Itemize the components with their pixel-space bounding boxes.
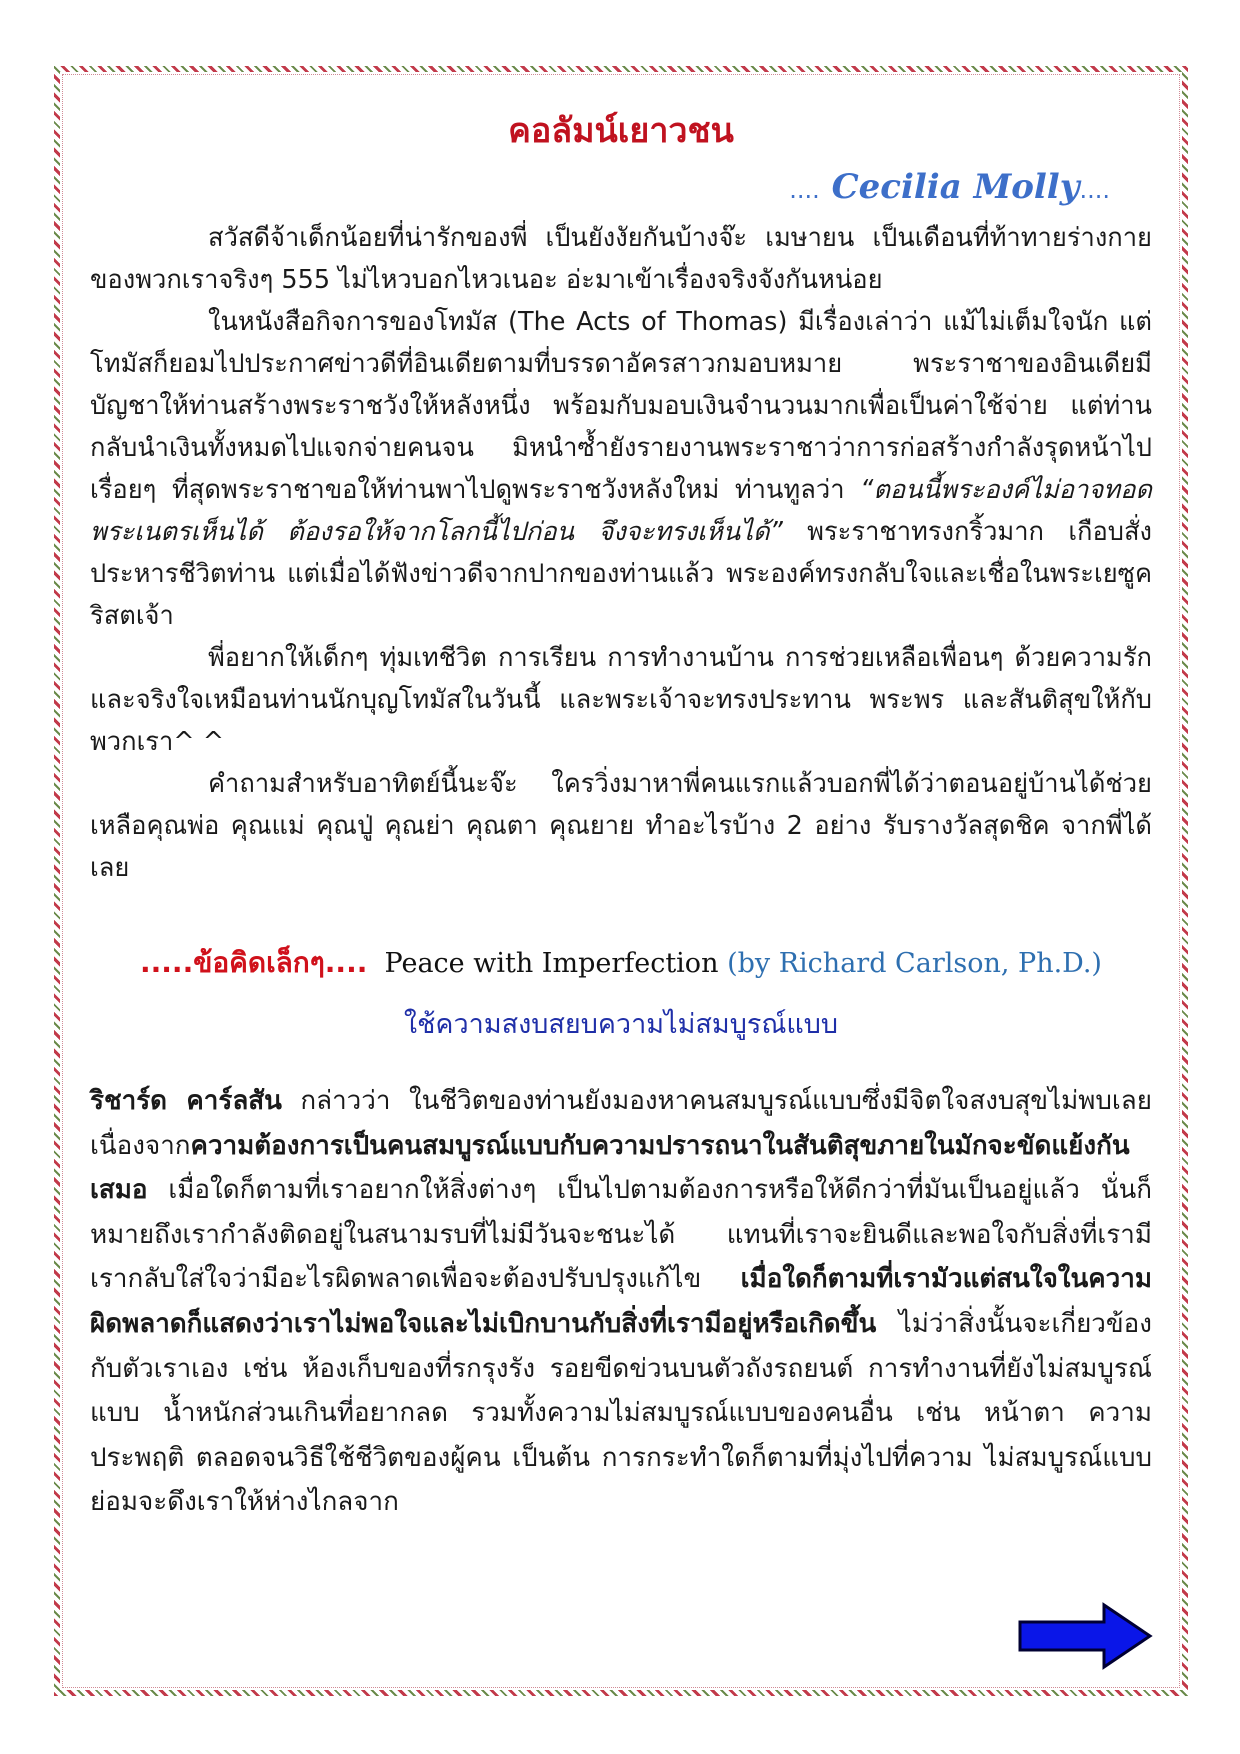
section-author-note: (by Richard Carlson, Ph.D.)	[727, 948, 1102, 979]
thomas-quote: “ตอนนี้พระองค์ไม่อาจทอดพระเนตรเห็นได้ ต้องรอให้จากโลกนี้ไปก่อน จึงจะทรงเห็นได้”	[90, 475, 1152, 547]
paragraph-greeting: สวัสดีจ้าเด็กน้อยที่น่ารักของพี่ เป็นยังงัยกันบ้างจ๊ะ เมษายน เป็นเดือนที่ท้าทายร่างกายของพวกเราจริงๆ 555 ไม่ไหวบอกไหวเนอะ อ่ะมาเข้าเรื่องจริงจังกันหน่อย	[90, 223, 1152, 295]
byline-author: Cecilia Molly	[831, 167, 1080, 207]
carlson-text-3: ไม่ว่าสิ่งนั้นจะเกี่ยวข้องกับตัวเราเอง เช่น ห้องเก็บของที่รกรุงรัง รอยขีดข่วนบนตัวถังรถยนต์ การทำงานที่ยังไม่สมบูรณ์แบบ น้ำหนักส่วนเกินที่อยากลด รวมทั้งความไม่สมบูรณ์แบบของคนอื่น เช่น หน้าตา ความประพฤติ ตลอดจนวิธีใช้ชีวิตของผู้คน เป็นต้น การกระทำใดก็ตามที่มุ่งไปที่ความ ไม่สมบูรณ์แบบ ย่อมจะดึงเราให้ห่างไกลจาก	[90, 1308, 1152, 1518]
paragraph-weekly-question: คำถามสำหรับอาทิตย์นี้นะจ๊ะ ใครวิ่งมาหาพี่คนแรกแล้วบอกพี่ได้ว่าตอนอยู่บ้านได้ช่วยเหลือคุณพ่อ คุณแม่ คุณปู่ คุณย่า คุณตา คุณยาย ทำอะไรบ้าง 2 อย่าง รับรางวัลสุดชิค จากพี่ได้เลย	[90, 769, 1152, 883]
right-arrow-icon[interactable]	[1018, 1602, 1154, 1670]
section-thai-subtitle: ใช้ความสงบสยบความไม่สมบูรณ์แบบ	[403, 1009, 839, 1040]
section-red-label: .....ข้อคิดเล็กๆ....	[140, 946, 368, 979]
carlson-bold-3: เมื่อใดก็ตามที่เรามัวแต่สนใจในความผิดพลาดก็แสดงว่าเราไม่พอใจและไม่เบิกบานกับสิ่งที่เรามีอยู่หรือเกิดขึ้น	[90, 1264, 1152, 1339]
paragraph-carlson	[90, 1079, 1152, 1525]
byline-dots-after: ....	[1079, 176, 1110, 204]
byline-dots-before: ....	[789, 176, 820, 204]
page-content	[90, 105, 1152, 1525]
column-title: คอลัมน์เยาวชน	[508, 111, 734, 151]
carlson-text-1: กล่าวว่า ในชีวิตของท่านยังมองหาคนสมบูรณ์แบบซึ่งมีจิตใจสงบสุขไม่พบเลย เนื่องจาก	[90, 1086, 1152, 1161]
carlson-text-2: เมื่อใดก็ตามที่เราอยากให้สิ่งต่างๆ เป็นไปตามต้องการหรือให้ดีกว่าที่มันเป็นอยู่แล้ว นั่นก็หมายถึงเรากำลังติดอยู่ในสนามรบที่ไม่มีวันจะชนะได้ แทนที่เราจะยินดีและพอใจกับสิ่งที่เรามี เรากลับใส่ใจว่ามีอะไรผิดพลาดเพื่อจะต้องปรับปรุงแก้ไข	[90, 1175, 1152, 1295]
paragraph-thomas-story	[90, 301, 1152, 637]
byline	[90, 157, 1152, 217]
carlson-bold-2: ความต้องการเป็นคนสมบูรณ์แบบกับความปรารถนาในสันติสุขภายในมักจะขัดแย้งกันเสมอ	[90, 1130, 1130, 1206]
thomas-story-start: ในหนังสือกิจการของโทมัส (The Acts of Thomas) มีเรื่องเล่าว่า แม้ไม่เต็มใจนัก แต่โทมัสก็ยอมไปประกาศข่าวดีที่อินเดียตามที่บรรดาอัครสาวกมอบหมาย พระราชาของอินเดียมีบัญชาให้ท่านสร้างพระราชวังให้หลังหนึ่ง พร้อมกับมอบเงินจำนวนมากเพื่อเป็นค่าใช้จ่าย แต่ท่านกลับนำเงินทั้งหมดไปแจกจ่ายคนจน มิหนำซ้ำยังรายงานพระราชาว่าการก่อสร้างกำลังรุดหน้าไปเรื่อยๆ ที่สุดพระราชาขอให้ท่านพาไปดูพระราชวังหลังใหม่ ท่านทูลว่า	[90, 307, 1152, 505]
section-heading	[90, 939, 1152, 987]
carlson-name: ริชาร์ด คาร์ลสัน	[90, 1086, 282, 1116]
section-book-title: Peace with Imperfection	[384, 948, 719, 979]
paragraph-encouragement: พี่อยากให้เด็กๆ ทุ่มเทชีวิต การเรียน การทำงานบ้าน การช่วยเหลือเพื่อนๆ ด้วยความรักและจริงใจเหมือนท่านนักบุญโทมัสในวันนี้ และพระเจ้าจะทรงประทาน พระพร และสันติสุขให้กับพวกเรา^ ^	[90, 643, 1152, 757]
thomas-story-end: พระราชาทรงกริ้วมาก เกือบสั่งประหารชีวิตท่าน แต่เมื่อได้ฟังข่าวดีจากปากของท่านแล้ว พระองค์ทรงกลับใจและเชื่อในพระเยซูคริสตเจ้า	[90, 517, 1152, 631]
